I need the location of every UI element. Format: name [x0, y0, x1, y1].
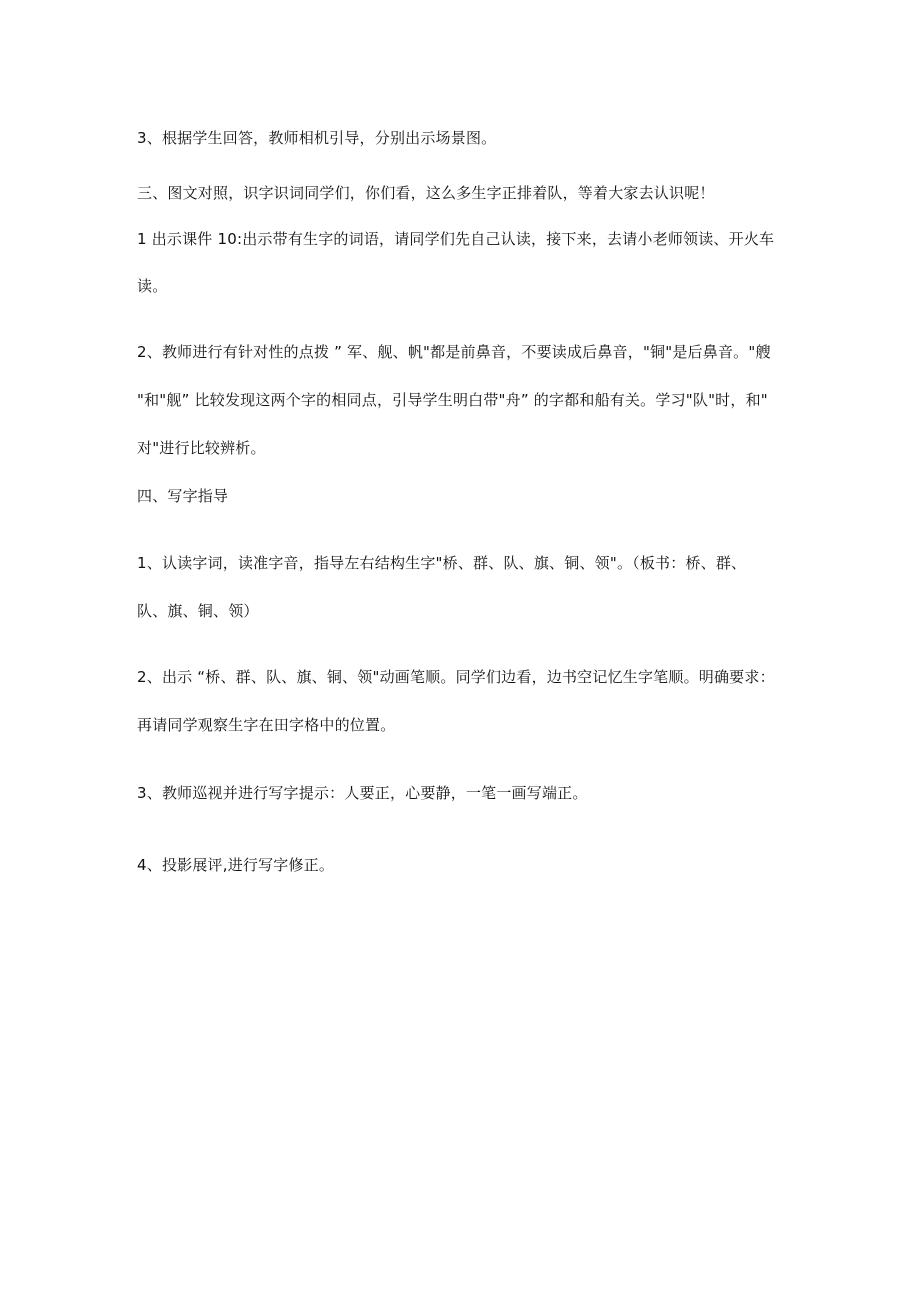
text-line: 1、认读字词，读准字音，指导左右结构生字"桥、群、队、旗、铜、领"。（板书：桥、群、	[137, 554, 747, 572]
section-heading: 三、图文对照，识字识词同学们，你们看，这么多生字正排着队，等着大家去认识呢！	[137, 184, 715, 202]
text-line: 队、旗、铜、领）	[137, 602, 259, 620]
text-line: "和"舰” 比较发现这两个字的相同点，引导学生明白带"舟” 的字都和船有关。学习"队"时，和"	[137, 391, 768, 409]
text-line: 2、出示 “桥、群、队、旗、铜、领"动画笔顺。同学们边看，边书空记忆生字笔顺。明确要求：	[137, 668, 775, 686]
text-line: 4、投影展评,进行写字修正。	[137, 856, 335, 874]
text-line: 3、根据学生回答，教师相机引导，分别出示场景图。	[137, 129, 497, 147]
text-line: 再请同学观察生字在田字格中的位置。	[137, 716, 396, 734]
text-line: 3、教师巡视并进行写字提示：人要正，心要静，一笔一画写端正。	[137, 784, 588, 802]
text-line: 读。	[137, 277, 168, 295]
text-line: 1 出示课件 10:出示带有生字的词语，请同学们先自己认读，接下来，去请小老师领读、开火车	[137, 230, 775, 248]
text-line: 2、教师进行有针对性的点拨 ” 军、舰、帆"都是前鼻音，不要读成后鼻音，"铜"是后鼻音。"艘	[137, 343, 771, 361]
text-line: 对"进行比较辨析。	[137, 439, 266, 457]
section-heading: 四、写字指导	[137, 487, 229, 505]
